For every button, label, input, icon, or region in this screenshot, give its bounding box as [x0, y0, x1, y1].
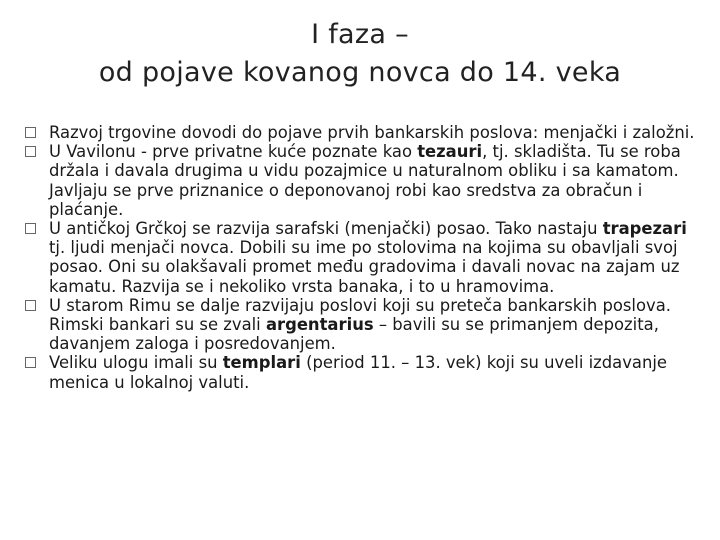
bullet-term: tezauri — [417, 142, 483, 162]
bullet-text: (period 11. – 13. vek) koji su uveli izdavanje menica u lokalnoj valuti. — [49, 353, 667, 392]
checkbox-square-icon — [25, 127, 36, 138]
bullet-text: , tj. skladišta. Tu se roba držala i davala drugima u vidu pozajmice u naturalnom obliku i sa kamatom. Javljaju se prve priznanice o deponovanoj robi kao sredstva za obračun i plaćanje. — [49, 142, 681, 219]
bullet-text: – bavili su se primanjem depozita, davanjem zaloga i posredovanjem. — [49, 315, 659, 354]
bullet-text: U antičkoj Grčkoj se razvija sarafski (menjački) posao. Tako nastaju — [49, 219, 603, 239]
bullet-term: templari — [222, 353, 301, 373]
bullet-list — [24, 123, 696, 392]
checkbox-square-icon — [25, 357, 36, 368]
title-line-1: I faza – — [311, 19, 409, 50]
checkbox-square-icon — [25, 300, 36, 311]
bullet-text: Razvoj trgovine dovodi do pojave prvih bankarskih poslova: menjački i založni. — [49, 123, 695, 142]
bullet-item — [24, 353, 696, 391]
bullet-item — [24, 123, 696, 142]
title-line-2: od pojave kovanog novca do 14. veka — [98, 57, 622, 88]
bullet-item — [24, 296, 696, 354]
bullet-term: trapezari — [602, 219, 687, 239]
bullet-item — [24, 219, 696, 296]
bullet-item — [24, 142, 696, 219]
slide-title — [0, 16, 720, 92]
bullet-text: U starom Rimu se dalje razvijaju poslovi koji su preteča bankarskih poslova. Rimski bankari su se zvali — [49, 295, 671, 335]
bullet-text: U Vavilonu - prve privatne kuće poznate kao — [49, 142, 418, 162]
checkbox-square-icon — [25, 223, 36, 234]
bullet-text: tj. ljudi menjači novca. Dobili su ime po stolovima na kojima su obavljali svoj posao. Oni su olakšavali promet među gradovima i davali novac na zajam uz kamatu. Razvija se i nekoliko vrsta banaka, i to u hramovima. — [49, 238, 680, 296]
bullet-term: argentarius — [265, 315, 374, 335]
checkbox-square-icon — [25, 146, 36, 157]
bullet-text: Veliku ulogu imali su — [49, 353, 223, 373]
